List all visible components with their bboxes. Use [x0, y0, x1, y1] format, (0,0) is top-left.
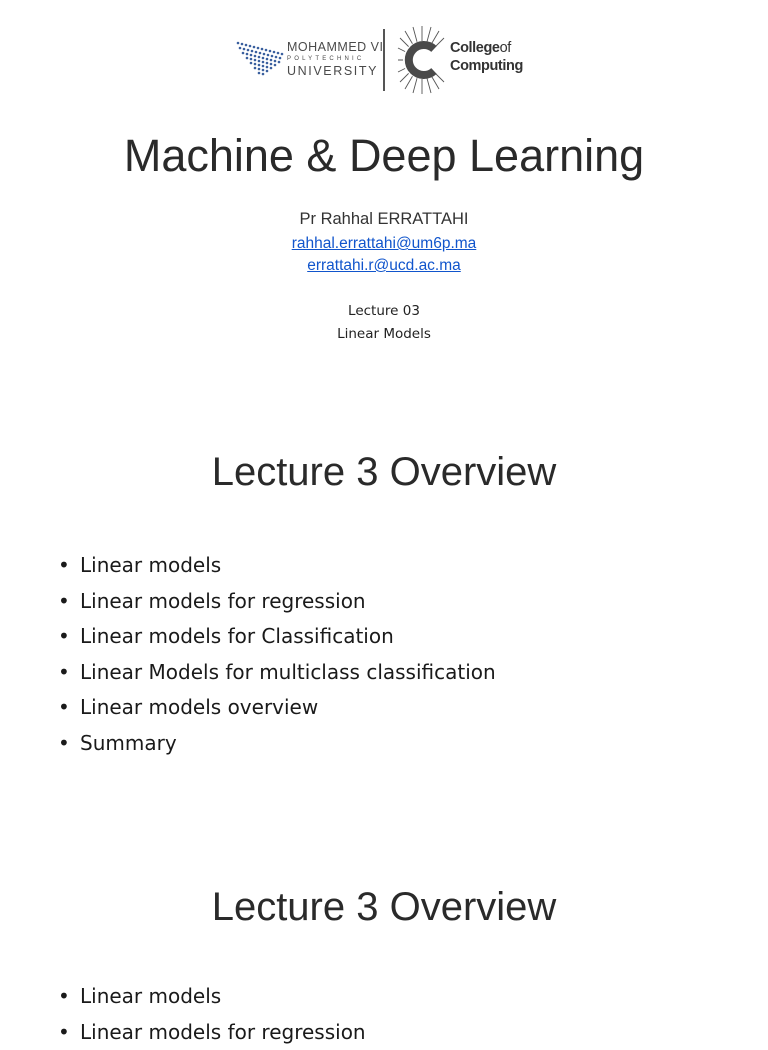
overview-slide-repeat	[0, 860, 768, 1044]
bullet-icon: •	[58, 730, 70, 755]
list-item-label: Summary	[80, 730, 177, 755]
bullet-icon: •	[58, 624, 70, 649]
list-item	[58, 619, 496, 655]
list-item-label: Linear models for regression	[80, 1019, 366, 1044]
um6p-logo-icon	[236, 40, 284, 80]
list-item	[58, 726, 496, 762]
list-item-label: Linear Models for multiclass classification	[80, 659, 496, 684]
overview-title: Lecture 3 Overview	[211, 885, 557, 929]
list-item	[58, 979, 366, 1015]
author-name: Pr Rahhal ERRATTAHI	[299, 210, 469, 228]
list-item-label: Linear models for Classification	[80, 624, 394, 649]
list-item	[58, 1015, 366, 1050]
list-item-label: Linear models	[80, 984, 222, 1008]
college-wordmark	[450, 39, 523, 75]
overview-slide	[0, 420, 768, 860]
college-line-2: Computing	[450, 58, 523, 75]
list-item	[58, 548, 496, 584]
course-title: Machine & Deep Learning	[123, 130, 645, 181]
bullet-icon: •	[58, 659, 70, 684]
list-item	[58, 655, 496, 691]
college-of-computing-logo-icon	[398, 24, 446, 96]
lecture-number: Lecture 03	[348, 303, 420, 319]
bullet-icon: •	[58, 1019, 70, 1044]
list-item-label: Linear models overview	[80, 695, 319, 720]
list-item-label: Linear models	[80, 553, 222, 577]
um6p-line-3: UNIVERSITY	[287, 63, 379, 78]
logo-bar	[0, 22, 768, 102]
title-slide	[0, 0, 768, 420]
um6p-line-1: MOHAMMED VI	[287, 40, 384, 54]
um6p-line-2: POLYTECHNIC	[287, 55, 365, 62]
bullet-icon: •	[58, 984, 70, 1008]
college-name: College	[450, 40, 500, 56]
list-item	[58, 584, 496, 620]
lecture-topic: Linear Models	[337, 326, 431, 342]
bullet-icon: •	[58, 553, 70, 577]
overview-title: Lecture 3 Overview	[211, 450, 557, 494]
email-link-secondary[interactable]: errattahi.r@ucd.ac.ma	[307, 257, 461, 274]
college-of: of	[499, 40, 511, 56]
list-item	[58, 690, 496, 726]
bullet-icon: •	[58, 588, 70, 613]
college-line-1	[450, 39, 523, 57]
um6p-wordmark	[287, 41, 383, 77]
email-link-primary[interactable]: rahhal.errattahi@um6p.ma	[291, 235, 477, 252]
overview-list	[58, 548, 496, 762]
logo-divider	[383, 29, 385, 91]
bullet-icon: •	[58, 695, 70, 720]
overview-list	[58, 979, 366, 1050]
list-item-label: Linear models for regression	[80, 588, 366, 613]
